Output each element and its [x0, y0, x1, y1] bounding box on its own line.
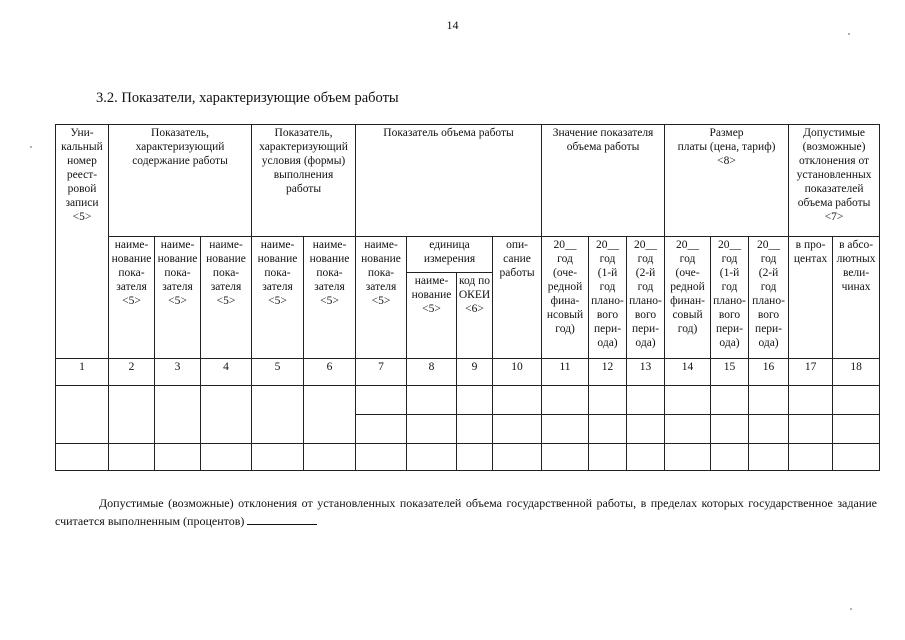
empty-cell: [457, 415, 493, 444]
column-number: 10: [493, 359, 542, 386]
footnote: [55, 495, 877, 530]
header-year-current: 20__ год (оче- редной фина- нсовый год): [542, 237, 589, 359]
header-in-absolute: в абсо- лютных вели- чинах: [833, 237, 880, 359]
empty-cell: [493, 415, 542, 444]
empty-cell: [109, 386, 155, 444]
empty-cell: [56, 386, 109, 444]
empty-cell: [589, 415, 627, 444]
header-description: опи- сание работы: [493, 237, 542, 359]
header-indicator-name: наиме- нование пока- зателя <5>: [252, 237, 304, 359]
header-fee-year-second: 20__ год (2-й год плано- вого пери- ода): [749, 237, 789, 359]
empty-cell: [589, 386, 627, 415]
empty-cell: [833, 415, 880, 444]
empty-cell: [665, 415, 711, 444]
empty-cell: [542, 386, 589, 415]
empty-cell: [356, 386, 407, 415]
column-number: 1: [56, 359, 109, 386]
header-volume-indicator: Показатель объема работы: [356, 125, 542, 237]
column-number: 8: [407, 359, 457, 386]
table-row: [56, 386, 880, 415]
column-number: 16: [749, 359, 789, 386]
empty-cell: [457, 444, 493, 471]
empty-cell: [407, 444, 457, 471]
empty-cell: [493, 386, 542, 415]
empty-cell: [665, 444, 711, 471]
empty-cell: [627, 444, 665, 471]
header-allowed-deviations: Допустимые (возможные) отклонения от установленных показателей объема работы <7>: [789, 125, 880, 237]
empty-cell: [711, 415, 749, 444]
header-indicator-name: наиме- нование пока- зателя <5>: [304, 237, 356, 359]
empty-cell: [542, 415, 589, 444]
work-volume-table: [55, 124, 880, 471]
header-indicator-name: наиме- нование пока- зателя <5>: [356, 237, 407, 359]
column-number: 9: [457, 359, 493, 386]
table-row: [56, 444, 880, 471]
column-number: 7: [356, 359, 407, 386]
empty-cell: [109, 444, 155, 471]
header-indicator-name: наиме- нование пока- зателя <5>: [201, 237, 252, 359]
column-number: 15: [711, 359, 749, 386]
column-number: 18: [833, 359, 880, 386]
empty-cell: [356, 415, 407, 444]
empty-cell: [201, 444, 252, 471]
header-year-first: 20__ год (1-й год плано- вого пери- ода): [589, 237, 627, 359]
column-number: 5: [252, 359, 304, 386]
page-number: 14: [446, 18, 459, 32]
empty-cell: [789, 444, 833, 471]
empty-cell: [201, 386, 252, 444]
scan-speck: [850, 608, 852, 610]
empty-cell: [789, 415, 833, 444]
empty-cell: [155, 444, 201, 471]
header-okei-code: код по ОКЕИ <6>: [457, 273, 493, 359]
empty-cell: [789, 386, 833, 415]
empty-cell: [56, 444, 109, 471]
header-conditions-indicator: Показатель, характеризующий условия (формы) выполнения работы: [252, 125, 356, 237]
header-year-second: 20__ год (2-й год плано- вого пери- ода): [627, 237, 665, 359]
column-number: 12: [589, 359, 627, 386]
scan-speck: [848, 33, 850, 35]
empty-cell: [833, 386, 880, 415]
column-number: 13: [627, 359, 665, 386]
column-number: 14: [665, 359, 711, 386]
empty-cell: [665, 386, 711, 415]
column-number: 3: [155, 359, 201, 386]
empty-cell: [252, 386, 304, 444]
header-indicator-name: наиме- нование пока- зателя <5>: [109, 237, 155, 359]
empty-cell: [627, 415, 665, 444]
column-number: 17: [789, 359, 833, 386]
empty-cell: [627, 386, 665, 415]
empty-cell: [356, 444, 407, 471]
section-title: 3.2. Показатели, характеризующие объем работы: [96, 90, 399, 106]
header-unit: единица измерения: [407, 237, 493, 273]
header-in-percent: в про- центах: [789, 237, 833, 359]
empty-cell: [304, 386, 356, 444]
empty-cell: [833, 444, 880, 471]
empty-cell: [155, 386, 201, 444]
column-number: 6: [304, 359, 356, 386]
column-number: 11: [542, 359, 589, 386]
empty-cell: [749, 444, 789, 471]
empty-cell: [749, 415, 789, 444]
scan-speck: [30, 146, 32, 148]
empty-cell: [304, 444, 356, 471]
percent-blank-line: [247, 512, 317, 525]
header-fee-amount: Размер платы (цена, тариф) <8>: [665, 125, 789, 237]
header-unit-name: наиме- нование <5>: [407, 273, 457, 359]
header-indicator-name: наиме- нование пока- зателя <5>: [155, 237, 201, 359]
empty-cell: [749, 386, 789, 415]
column-number: 4: [201, 359, 252, 386]
empty-cell: [542, 444, 589, 471]
empty-cell: [589, 444, 627, 471]
header-indicator-value: Значение показателя объема работы: [542, 125, 665, 237]
header-unique-number: Уни- кальный номер реест- ровой записи <5>: [56, 125, 109, 359]
empty-cell: [407, 415, 457, 444]
empty-cell: [711, 386, 749, 415]
footnote-text: Допустимые (возможные) отклонения от установленных показателей объема государственной работы, в пределах которых государственное задание считается выполненным (процентов): [55, 496, 877, 528]
column-number-row: [56, 359, 880, 386]
empty-cell: [711, 444, 749, 471]
empty-cell: [252, 444, 304, 471]
header-content-indicator: Показатель, характеризующий содержание работы: [109, 125, 252, 237]
empty-cell: [457, 386, 493, 415]
empty-cell: [493, 444, 542, 471]
header-fee-year-first: 20__ год (1-й год плано- вого пери- ода): [711, 237, 749, 359]
column-number: 2: [109, 359, 155, 386]
header-fee-year-current: 20__ год (оче- редной финан- совый год): [665, 237, 711, 359]
empty-cell: [407, 386, 457, 415]
